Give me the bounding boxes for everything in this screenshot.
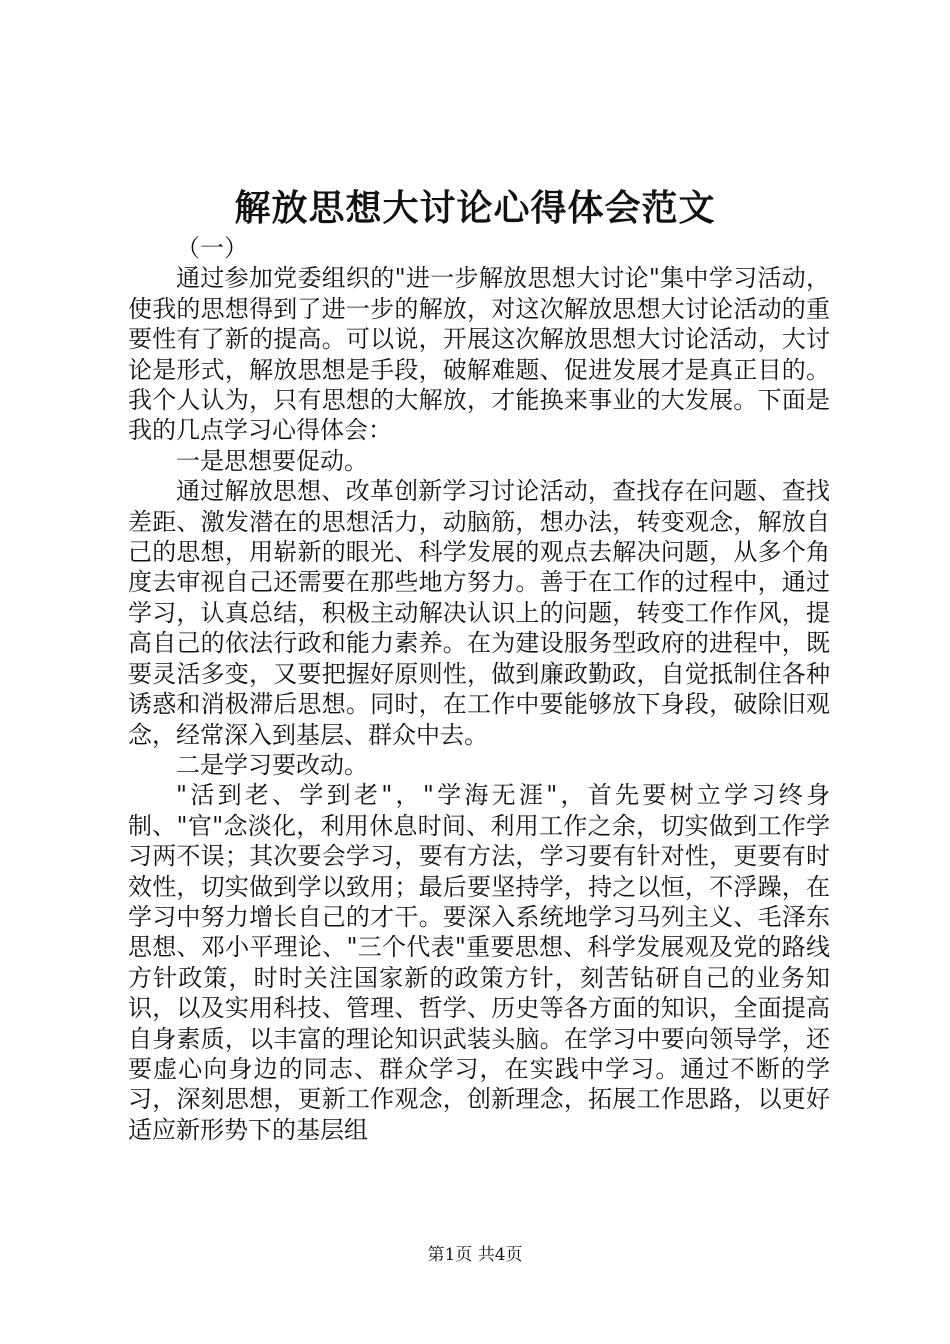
document-body — [128, 233, 830, 1145]
section-number: （一） — [176, 234, 248, 262]
page-number-footer: 第1页 共4页 — [427, 1245, 523, 1265]
point-two-paragraph: "活到老、学到老"，"学海无涯"，首先要树立学习终身制、"官"念淡化，利用休息时间、利用工作之余，切实做到工作学习两不误；其次要会学习，要有方法，学习要有针对性，更要有时效性，切实做到学以致用；最后要坚持学，持之以恒，不浮躁，在学习中努力增长自己的才干。要深入系统地学习马列主义、毛泽东思想、邓小平理论、"三个代表"重要思想、科学发展观及党的路线方针政策，时时关注国家新的政策方针，刻苦钻研自己的业务知识，以及实用科技、管理、哲学、历史等各方面的知识，全面提高自身素质，以丰富的理论知识武装头脑。在学习中要向领导学，还要虚心向身边的同志、群众学习，在实践中学习。通过不断的学习，深刻思想，更新工作观念，创新理念，拓展工作思路，以更好适应新形势下的基层组 — [128, 781, 830, 1144]
point-two-heading: 二是学习要改动。 — [176, 750, 368, 779]
point-one-heading: 一是思想要促动。 — [176, 446, 368, 475]
point-one-paragraph: 通过解放思想、改革创新学习讨论活动，查找存在问题、查找差距、激发潜在的思想活力，动脑筋，想办法，转变观念，解放自己的思想，用崭新的眼光、科学发展的观点去解决问题，从多个角度去审视自己还需要在那些地方努力。善于在工作的过程中，通过学习，认真总结，积极主动解决认识上的问题，转变工作作风，提高自己的依法行政和能力素养。在为建设服务型政府的进程中，既要灵活多变，又要把握好原则性，做到廉政勤政，自觉抵制住各种诱惑和消极滞后思想。同时，在工作中要能够放下身段，破除旧观念，经常深入到基层、群众中去。 — [128, 477, 830, 749]
document-title: 解放思想大讨论心得体会范文 — [234, 187, 716, 229]
intro-paragraph: 通过参加党委组织的"进一步解放思想大讨论"集中学习活动，使我的思想得到了进一步的解放，对这次解放思想大讨论活动的重要性有了新的提高。可以说，开展这次解放思想大讨论活动，大讨论是形式，解放思想是手段，破解难题、促进发展才是真正目的。我个人认为，只有思想的大解放，才能换来事业的大发展。下面是我的几点学习心得体会： — [128, 264, 830, 445]
